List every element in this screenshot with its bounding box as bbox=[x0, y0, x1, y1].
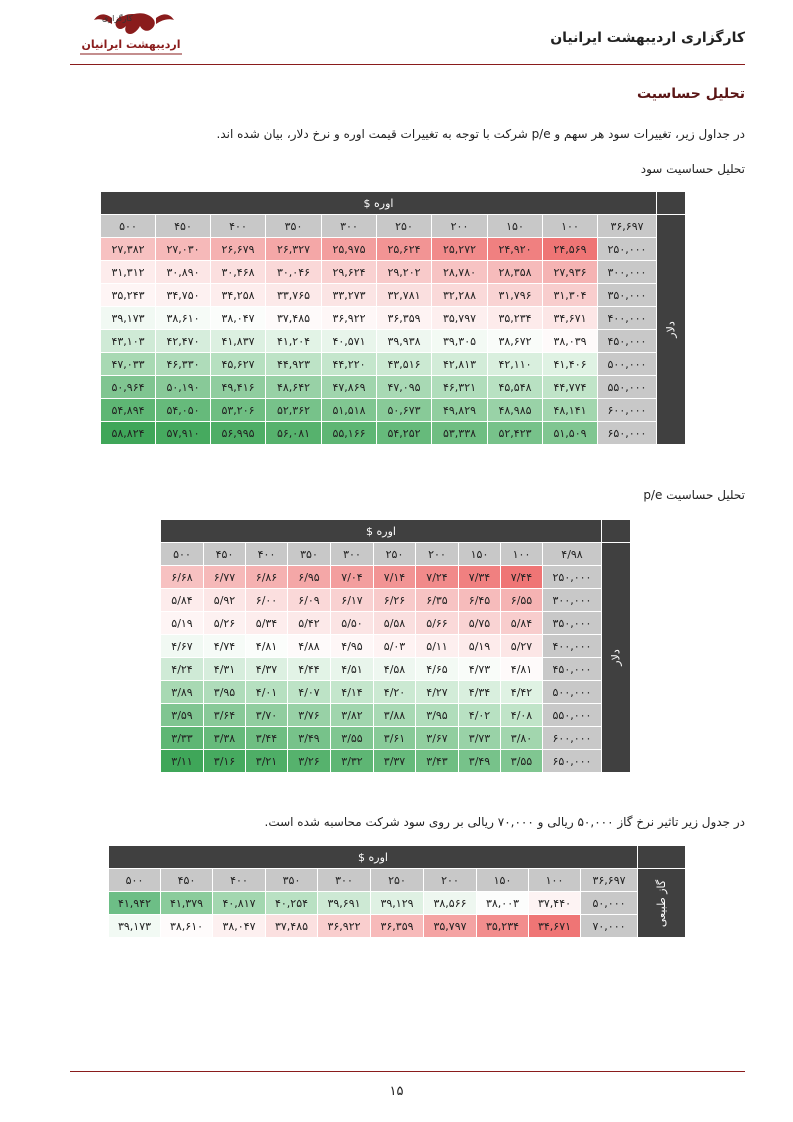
table-cell: ۳۵,۲۴۳ bbox=[101, 284, 155, 306]
table-cell: ۳/۸۰ bbox=[501, 727, 542, 749]
table-cell: ۴۱,۴۰۶ bbox=[543, 353, 597, 375]
table-cell: ۴/۲۴ bbox=[161, 658, 203, 680]
table-title-row bbox=[101, 192, 685, 214]
table-cell: ۴۵,۵۴۸ bbox=[488, 376, 542, 398]
table-cell: ۵/۶۶ bbox=[416, 612, 458, 634]
table-cell: ۴۸,۶۴۲ bbox=[266, 376, 321, 398]
table-cell: ۲۶,۳۲۷ bbox=[266, 238, 321, 260]
column-header: ۳۰۰ bbox=[322, 215, 376, 237]
table-cell: ۳۰,۴۶۸ bbox=[211, 261, 265, 283]
table-cell: ۴۳,۵۱۶ bbox=[377, 353, 431, 375]
table-cell: ۳/۵۵ bbox=[331, 727, 373, 749]
table-cell: ۴/۵۱ bbox=[331, 658, 373, 680]
column-header: ۳۵۰ bbox=[266, 869, 317, 891]
table-row bbox=[161, 589, 630, 611]
table-row bbox=[161, 750, 630, 772]
table-cell: ۳۸,۰۴۷ bbox=[211, 307, 265, 329]
table-cell: ۵/۹۲ bbox=[204, 589, 245, 611]
table-cell: ۳/۹۵ bbox=[204, 681, 245, 703]
table-cell: ۲۶,۶۷۹ bbox=[211, 238, 265, 260]
table-cell: ۳۸,۰۴۷ bbox=[213, 915, 265, 937]
table-cell: ۵۸,۸۲۴ bbox=[101, 422, 155, 444]
table-cell: ۳۳,۷۶۵ bbox=[266, 284, 321, 306]
table-cell: ۳۱,۷۹۶ bbox=[488, 284, 542, 306]
row-axis-title bbox=[638, 869, 685, 937]
table-cell: ۳۹,۱۷۳ bbox=[101, 307, 155, 329]
table-cell: ۴۴,۹۲۳ bbox=[266, 353, 321, 375]
table-cell: ۴۲,۱۱۰ bbox=[488, 353, 542, 375]
table-cell: ۶/۴۵ bbox=[459, 589, 500, 611]
table-cell: ۵/۱۹ bbox=[459, 635, 500, 657]
table-corner-blank bbox=[638, 846, 685, 868]
table-cell: ۳۰,۸۹۰ bbox=[156, 261, 210, 283]
table-cell: ۲۷,۳۸۲ bbox=[101, 238, 155, 260]
row-axis-label: دلار bbox=[609, 649, 623, 666]
table-cell: ۲۸,۷۸۰ bbox=[432, 261, 487, 283]
section-title: تحلیل حساسیت bbox=[636, 86, 745, 102]
table-cell: ۴/۸۱ bbox=[246, 635, 287, 657]
table-cell: ۴۷,۰۹۵ bbox=[377, 376, 431, 398]
table-cell: ۴۴,۲۲۰ bbox=[322, 353, 376, 375]
table-cell: ۳/۴۴ bbox=[246, 727, 287, 749]
column-header-row bbox=[101, 215, 685, 237]
row-header: ۶۰۰,۰۰۰ bbox=[598, 399, 656, 421]
table-cell: ۶/۱۷ bbox=[331, 589, 373, 611]
table-cell: ۵۰,۶۷۳ bbox=[377, 399, 431, 421]
row-header: ۴۰۰,۰۰۰ bbox=[598, 307, 656, 329]
table-cell: ۳۹,۹۳۸ bbox=[377, 330, 431, 352]
table-cell: ۴۲,۴۷۰ bbox=[156, 330, 210, 352]
column-header: ۳۵۰ bbox=[266, 215, 321, 237]
column-header: ۱۰۰ bbox=[543, 215, 597, 237]
table-caption-3: در جدول زیر تاثیر نرخ گاز ۵۰,۰۰۰ ریالی و ۷۰,۰۰۰ ریالی بر روی سود شرکت محاسبه شده است. bbox=[264, 815, 745, 829]
table-cell: ۶/۹۵ bbox=[288, 566, 330, 588]
table-cell: ۴۰,۲۵۴ bbox=[266, 892, 317, 914]
table-cell: ۳۲,۷۸۱ bbox=[377, 284, 431, 306]
column-header: ۲۰۰ bbox=[432, 215, 487, 237]
row-header: ۵۵۰,۰۰۰ bbox=[543, 704, 601, 726]
table-cell: ۳/۳۳ bbox=[161, 727, 203, 749]
table-cell: ۷/۲۴ bbox=[416, 566, 458, 588]
column-header: ۲۰۰ bbox=[424, 869, 476, 891]
table-cell: ۴۱,۸۳۷ bbox=[211, 330, 265, 352]
table-cell: ۳۵,۲۳۴ bbox=[477, 915, 528, 937]
table-cell: ۵۱,۵۱۸ bbox=[322, 399, 376, 421]
table-cell: ۵۷,۹۱۰ bbox=[156, 422, 210, 444]
table-cell: ۳/۴۹ bbox=[288, 727, 330, 749]
table-cell: ۴/۴۴ bbox=[288, 658, 330, 680]
table-cell: ۷/۱۴ bbox=[374, 566, 415, 588]
table-cell: ۳۷,۴۴۰ bbox=[529, 892, 580, 914]
table-cell: ۳/۷۰ bbox=[246, 704, 287, 726]
row-header: ۵۰۰,۰۰۰ bbox=[598, 353, 656, 375]
column-header: ۵۰۰ bbox=[109, 869, 160, 891]
table-row bbox=[101, 376, 685, 398]
column-axis-title: اوره $ bbox=[109, 846, 637, 868]
column-header: ۴۵۰ bbox=[204, 543, 245, 565]
table-cell: ۳/۳۷ bbox=[374, 750, 415, 772]
table-row bbox=[161, 704, 630, 726]
table-cell: ۲۴,۵۶۹ bbox=[543, 238, 597, 260]
table-row bbox=[101, 422, 685, 444]
table-row bbox=[161, 635, 630, 657]
table-cell: ۵۴,۲۵۲ bbox=[377, 422, 431, 444]
table-cell: ۴۱,۳۷۹ bbox=[161, 892, 212, 914]
table-cell: ۴/۲۰ bbox=[374, 681, 415, 703]
table-cell: ۳۹,۱۲۹ bbox=[371, 892, 423, 914]
table-row bbox=[101, 238, 685, 260]
table-cell: ۴۸,۱۴۱ bbox=[543, 399, 597, 421]
table-cell: ۳/۶۴ bbox=[204, 704, 245, 726]
table-row bbox=[161, 727, 630, 749]
table-row bbox=[161, 612, 630, 634]
column-header: ۴۰۰ bbox=[246, 543, 287, 565]
column-header: ۱۵۰ bbox=[459, 543, 500, 565]
table-row bbox=[101, 330, 685, 352]
table-cell: ۲۵,۲۷۲ bbox=[432, 238, 487, 260]
table-cell: ۴۹,۸۲۹ bbox=[432, 399, 487, 421]
table-cell: ۵/۱۹ bbox=[161, 612, 203, 634]
column-axis-title: اوره $ bbox=[101, 192, 656, 214]
table-row bbox=[101, 307, 685, 329]
table-cell: ۵۲,۳۶۲ bbox=[266, 399, 321, 421]
table-cell: ۴/۸۱ bbox=[501, 658, 542, 680]
column-header: ۴۵۰ bbox=[161, 869, 212, 891]
row-header: ۳۰۰,۰۰۰ bbox=[543, 589, 601, 611]
column-header: ۱۵۰ bbox=[477, 869, 528, 891]
column-header: ۲۰۰ bbox=[416, 543, 458, 565]
column-header: ۳۵۰ bbox=[288, 543, 330, 565]
table-cell: ۴۰,۵۷۱ bbox=[322, 330, 376, 352]
table-cell: ۳۸,۵۶۶ bbox=[424, 892, 476, 914]
table-cell: ۵/۱۱ bbox=[416, 635, 458, 657]
table-cell: ۶/۲۶ bbox=[374, 589, 415, 611]
table-cell: ۴/۲۷ bbox=[416, 681, 458, 703]
table-cell: ۷/۰۴ bbox=[331, 566, 373, 588]
table-cell: ۳۵,۷۹۷ bbox=[432, 307, 487, 329]
table-cell: ۴/۱۴ bbox=[331, 681, 373, 703]
table-cell: ۴/۸۸ bbox=[288, 635, 330, 657]
table-cell: ۳/۵۵ bbox=[501, 750, 542, 772]
row-header: ۲۵۰,۰۰۰ bbox=[543, 566, 601, 588]
table-cell: ۳/۱۱ bbox=[161, 750, 203, 772]
table-cell: ۴/۰۱ bbox=[246, 681, 287, 703]
table-cell: ۳۶,۳۵۹ bbox=[377, 307, 431, 329]
table-cell: ۳/۳۸ bbox=[204, 727, 245, 749]
table-cell: ۳/۵۹ bbox=[161, 704, 203, 726]
sensitivity-table bbox=[108, 845, 686, 938]
table-cell: ۲۵,۹۷۵ bbox=[322, 238, 376, 260]
table-cell: ۴/۹۵ bbox=[331, 635, 373, 657]
row-axis-title bbox=[602, 543, 630, 772]
table-cell: ۵۶,۹۹۵ bbox=[211, 422, 265, 444]
table-cell: ۵۴,۰۵۰ bbox=[156, 399, 210, 421]
table-cell: ۳/۲۶ bbox=[288, 750, 330, 772]
footer-divider bbox=[70, 1071, 745, 1072]
table-cell: ۴۹,۴۱۶ bbox=[211, 376, 265, 398]
table-cell: ۴/۷۴ bbox=[204, 635, 245, 657]
table-cell: ۵۰,۹۶۴ bbox=[101, 376, 155, 398]
table-cell: ۴۲,۸۱۳ bbox=[432, 353, 487, 375]
table-cell: ۵/۸۴ bbox=[501, 612, 542, 634]
table-cell: ۴/۰۸ bbox=[501, 704, 542, 726]
table-cell: ۶/۰۰ bbox=[246, 589, 287, 611]
table-cell: ۳۸,۶۷۲ bbox=[488, 330, 542, 352]
table-cell: ۶/۳۵ bbox=[416, 589, 458, 611]
table-cell: ۳/۳۲ bbox=[331, 750, 373, 772]
table-cell: ۵/۵۰ bbox=[331, 612, 373, 634]
table-row bbox=[161, 681, 630, 703]
column-header: ۲۵۰ bbox=[377, 215, 431, 237]
table-cell: ۳۶,۹۲۲ bbox=[322, 307, 376, 329]
table-cell: ۴۸,۹۸۵ bbox=[488, 399, 542, 421]
table-cell: ۳۸,۶۱۰ bbox=[161, 915, 212, 937]
column-header: ۱۰۰ bbox=[501, 543, 542, 565]
table-corner-value: ۴/۹۸ bbox=[543, 543, 601, 565]
table-cell: ۵۶,۰۸۱ bbox=[266, 422, 321, 444]
table-cell: ۳/۴۳ bbox=[416, 750, 458, 772]
row-header: ۶۰۰,۰۰۰ bbox=[543, 727, 601, 749]
table-cell: ۵/۸۴ bbox=[161, 589, 203, 611]
table-cell: ۳/۸۸ bbox=[374, 704, 415, 726]
row-axis-label: گاز طبیعی bbox=[655, 879, 669, 927]
table-cell: ۳/۶۱ bbox=[374, 727, 415, 749]
header-divider bbox=[70, 64, 745, 65]
table-cell: ۴/۳۷ bbox=[246, 658, 287, 680]
table-cell: ۳/۹۵ bbox=[416, 704, 458, 726]
row-header: ۷۰,۰۰۰ bbox=[581, 915, 637, 937]
table-cell: ۳/۲۱ bbox=[246, 750, 287, 772]
column-header: ۴۰۰ bbox=[211, 215, 265, 237]
table-cell: ۳۶,۳۵۹ bbox=[371, 915, 423, 937]
table-cell: ۵/۳۴ bbox=[246, 612, 287, 634]
table-cell: ۳/۷۶ bbox=[288, 704, 330, 726]
row-header: ۴۵۰,۰۰۰ bbox=[543, 658, 601, 680]
table-cell: ۵۱,۵۰۹ bbox=[543, 422, 597, 444]
table-cell: ۴۵,۶۲۷ bbox=[211, 353, 265, 375]
table-cell: ۶/۸۶ bbox=[246, 566, 287, 588]
table-cell: ۳۷,۴۸۵ bbox=[266, 307, 321, 329]
row-header: ۵۰۰,۰۰۰ bbox=[543, 681, 601, 703]
column-axis-title: اوره $ bbox=[161, 520, 601, 542]
page-number: ۱۵ bbox=[389, 1084, 404, 1099]
table-cell: ۳۸,۶۱۰ bbox=[156, 307, 210, 329]
pe-sensitivity-table bbox=[160, 519, 631, 773]
column-header: ۱۰۰ bbox=[529, 869, 580, 891]
table-row bbox=[109, 915, 685, 937]
row-header: ۶۵۰,۰۰۰ bbox=[543, 750, 601, 772]
table-cell: ۴/۴۲ bbox=[501, 681, 542, 703]
table-cell: ۴۱,۲۰۴ bbox=[266, 330, 321, 352]
table-cell: ۵۲,۴۲۳ bbox=[488, 422, 542, 444]
table-cell: ۴/۰۲ bbox=[459, 704, 500, 726]
row-header: ۲۵۰,۰۰۰ bbox=[598, 238, 656, 260]
row-header: ۶۵۰,۰۰۰ bbox=[598, 422, 656, 444]
table-cell: ۴۷,۰۳۳ bbox=[101, 353, 155, 375]
table-cell: ۴/۳۱ bbox=[204, 658, 245, 680]
table-row bbox=[101, 284, 685, 306]
table-cell: ۲۷,۰۳۰ bbox=[156, 238, 210, 260]
table-cell: ۲۸,۳۵۸ bbox=[488, 261, 542, 283]
table-cell: ۳/۸۲ bbox=[331, 704, 373, 726]
column-header: ۳۰۰ bbox=[331, 543, 373, 565]
table-cell: ۳۹,۱۷۳ bbox=[109, 915, 160, 937]
row-header: ۵۵۰,۰۰۰ bbox=[598, 376, 656, 398]
row-axis-title bbox=[657, 215, 685, 444]
column-header: ۴۰۰ bbox=[213, 869, 265, 891]
table-cell: ۴/۵۸ bbox=[374, 658, 415, 680]
table-cell: ۷/۳۴ bbox=[459, 566, 500, 588]
table-cell: ۵۰,۱۹۰ bbox=[156, 376, 210, 398]
table-caption-2: تحلیل حساسیت p/e bbox=[643, 488, 745, 502]
column-header: ۵۰۰ bbox=[101, 215, 155, 237]
table-cell: ۳۳,۲۷۳ bbox=[322, 284, 376, 306]
table-cell: ۳/۱۶ bbox=[204, 750, 245, 772]
table-cell: ۴۷,۸۶۹ bbox=[322, 376, 376, 398]
table-cell: ۴/۳۴ bbox=[459, 681, 500, 703]
table-cell: ۵/۰۳ bbox=[374, 635, 415, 657]
table-title-row bbox=[109, 846, 685, 868]
column-header: ۲۵۰ bbox=[371, 869, 423, 891]
table-cell: ۳۸,۰۳۹ bbox=[543, 330, 597, 352]
table-cell: ۵/۲۶ bbox=[204, 612, 245, 634]
table-cell: ۵/۴۲ bbox=[288, 612, 330, 634]
table-cell: ۵۳,۳۳۸ bbox=[432, 422, 487, 444]
table-cell: ۳۴,۷۵۰ bbox=[156, 284, 210, 306]
gas-sensitivity-table bbox=[108, 845, 686, 938]
column-header: ۴۵۰ bbox=[156, 215, 210, 237]
table-cell: ۲۴,۹۲۰ bbox=[488, 238, 542, 260]
table-cell: ۴/۶۵ bbox=[416, 658, 458, 680]
table-corner-blank bbox=[602, 520, 630, 542]
table-cell: ۴۶,۳۲۱ bbox=[432, 376, 487, 398]
table-cell: ۳۶,۹۲۲ bbox=[318, 915, 370, 937]
logo-text-main: اردیبهشت ایرانیان bbox=[81, 38, 181, 51]
table-cell: ۴/۷۳ bbox=[459, 658, 500, 680]
table-cell: ۴/۶۷ bbox=[161, 635, 203, 657]
table-cell: ۴۰,۸۱۷ bbox=[213, 892, 265, 914]
table-cell: ۵/۵۸ bbox=[374, 612, 415, 634]
table-cell: ۳۴,۶۷۱ bbox=[543, 307, 597, 329]
profit-sensitivity-table bbox=[100, 191, 686, 445]
table-cell: ۶/۰۹ bbox=[288, 589, 330, 611]
table-corner-value: ۳۶,۶۹۷ bbox=[598, 215, 656, 237]
table-cell: ۳۵,۷۹۷ bbox=[424, 915, 476, 937]
table-cell: ۳۴,۶۷۱ bbox=[529, 915, 580, 937]
table-row bbox=[161, 658, 630, 680]
company-name: کارگزاری اردیبهشت ایرانیان bbox=[550, 30, 745, 46]
table-corner-value: ۳۶,۶۹۷ bbox=[581, 869, 637, 891]
table-cell: ۳/۷۳ bbox=[459, 727, 500, 749]
table-cell: ۳۲,۲۸۸ bbox=[432, 284, 487, 306]
table-cell: ۴۴,۷۷۴ bbox=[543, 376, 597, 398]
table-cell: ۴۳,۱۰۳ bbox=[101, 330, 155, 352]
row-header: ۴۵۰,۰۰۰ bbox=[598, 330, 656, 352]
table-cell: ۲۹,۲۰۲ bbox=[377, 261, 431, 283]
table-cell: ۳۰,۰۴۶ bbox=[266, 261, 321, 283]
row-header: ۴۰۰,۰۰۰ bbox=[543, 635, 601, 657]
table-cell: ۳۱,۳۱۲ bbox=[101, 261, 155, 283]
table-cell: ۳/۶۷ bbox=[416, 727, 458, 749]
column-header-row bbox=[161, 543, 630, 565]
table-cell: ۵۳,۲۰۶ bbox=[211, 399, 265, 421]
table-cell: ۵/۷۵ bbox=[459, 612, 500, 634]
row-header: ۳۰۰,۰۰۰ bbox=[598, 261, 656, 283]
table-cell: ۳۵,۲۳۴ bbox=[488, 307, 542, 329]
table-cell: ۳۸,۰۰۳ bbox=[477, 892, 528, 914]
table-row bbox=[161, 566, 630, 588]
row-header: ۳۵۰,۰۰۰ bbox=[543, 612, 601, 634]
table-cell: ۳۹,۳۰۵ bbox=[432, 330, 487, 352]
table-cell: ۵۵,۱۶۶ bbox=[322, 422, 376, 444]
table-corner-blank bbox=[657, 192, 685, 214]
row-header: ۵۰,۰۰۰ bbox=[581, 892, 637, 914]
column-header: ۱۵۰ bbox=[488, 215, 542, 237]
table-cell: ۲۷,۹۳۶ bbox=[543, 261, 597, 283]
sensitivity-table bbox=[160, 519, 631, 773]
table-cell: ۴/۰۷ bbox=[288, 681, 330, 703]
table-cell: ۶/۷۷ bbox=[204, 566, 245, 588]
table-cell: ۴۱,۹۴۲ bbox=[109, 892, 160, 914]
table-cell: ۷/۴۴ bbox=[501, 566, 542, 588]
table-cell: ۵۴,۸۹۴ bbox=[101, 399, 155, 421]
table-row bbox=[101, 399, 685, 421]
column-header: ۲۵۰ bbox=[374, 543, 415, 565]
table-cell: ۴۶,۳۳۰ bbox=[156, 353, 210, 375]
company-logo bbox=[72, 8, 190, 60]
row-axis-label: دلار bbox=[664, 321, 678, 338]
table-cell: ۳/۴۹ bbox=[459, 750, 500, 772]
column-header-row bbox=[109, 869, 685, 891]
sensitivity-table bbox=[100, 191, 686, 445]
table-cell: ۲۹,۶۲۴ bbox=[322, 261, 376, 283]
table-title-row bbox=[161, 520, 630, 542]
table-cell: ۳۹,۶۹۱ bbox=[318, 892, 370, 914]
table-cell: ۶/۶۸ bbox=[161, 566, 203, 588]
table-cell: ۳۱,۳۰۴ bbox=[543, 284, 597, 306]
table-cell: ۲۵,۶۲۴ bbox=[377, 238, 431, 260]
table-cell: ۶/۵۵ bbox=[501, 589, 542, 611]
table-row bbox=[109, 892, 685, 914]
table-row bbox=[101, 261, 685, 283]
table-cell: ۳۴,۲۵۸ bbox=[211, 284, 265, 306]
column-header: ۵۰۰ bbox=[161, 543, 203, 565]
table-caption-1: تحلیل حساسیت سود bbox=[640, 162, 745, 176]
row-header: ۳۵۰,۰۰۰ bbox=[598, 284, 656, 306]
table-cell: ۵/۲۷ bbox=[501, 635, 542, 657]
table-row bbox=[101, 353, 685, 375]
table-cell: ۳۷,۴۸۵ bbox=[266, 915, 317, 937]
logo-text-top: کارگزاری bbox=[102, 14, 133, 23]
table-cell: ۳/۸۹ bbox=[161, 681, 203, 703]
intro-paragraph: در جداول زیر، تغییرات سود هر سهم و p/e شرکت با توجه به تغییرات قیمت اوره و نرخ دلار، بیان شده اند. bbox=[216, 127, 745, 141]
column-header: ۳۰۰ bbox=[318, 869, 370, 891]
